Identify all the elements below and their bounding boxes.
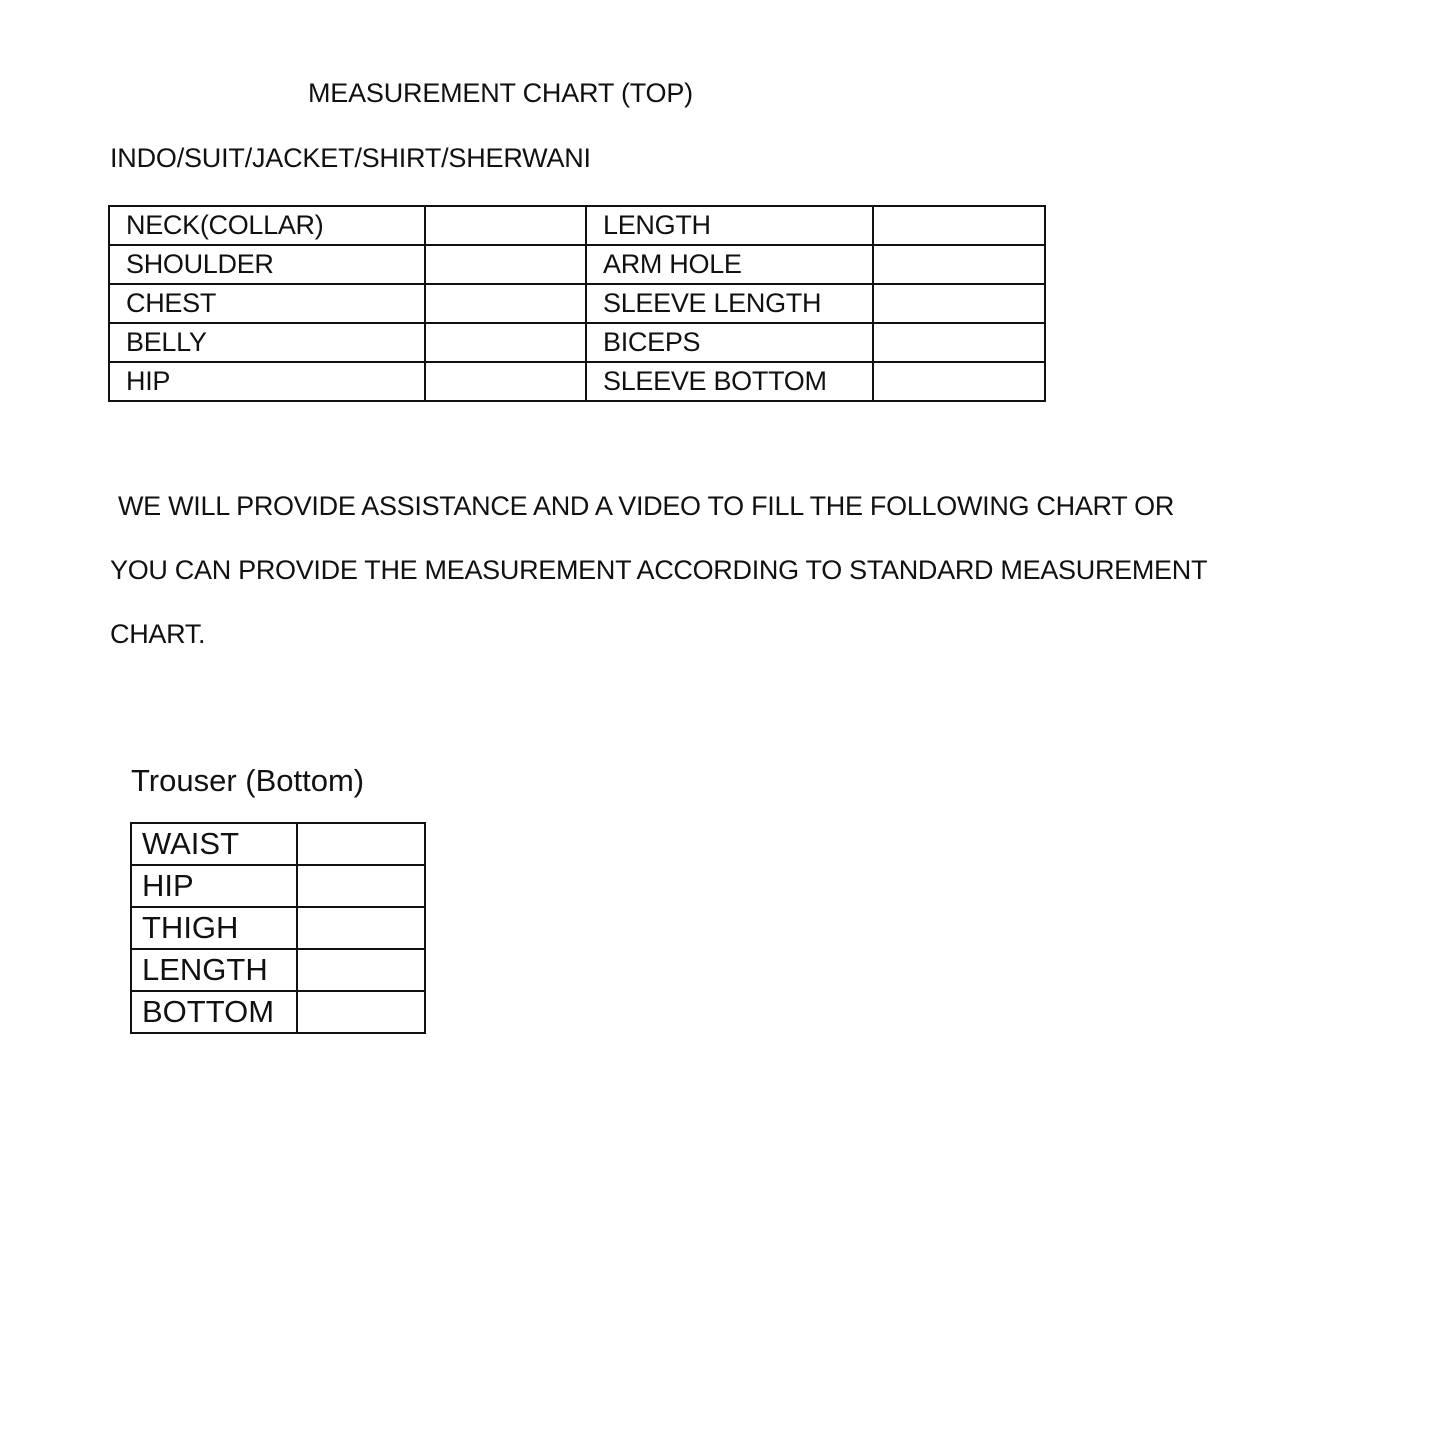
measurement-value-cell[interactable] [873,362,1045,401]
measurement-value-cell[interactable] [873,245,1045,284]
measurement-value-cell[interactable] [873,206,1045,245]
table-row [131,907,425,949]
page-title: MEASUREMENT CHART (TOP) [308,78,693,108]
measurement-label: CHEST [109,284,425,323]
garment-types: INDO/SUIT/JACKET/SHIRT/SHERWANI [110,143,591,173]
measurement-label: BICEPS [586,323,873,362]
measurement-value-cell[interactable] [425,206,586,245]
measurement-label: THIGH [131,907,297,949]
table-row [131,991,425,1033]
measurement-label: SLEEVE LENGTH [586,284,873,323]
table-row [109,245,1045,284]
table-row [109,284,1045,323]
measurement-label: BOTTOM [131,991,297,1033]
measurement-label: SLEEVE BOTTOM [586,362,873,401]
measurement-value-cell[interactable] [297,823,425,865]
measurement-label: LENGTH [586,206,873,245]
instructions-line: CHART. [110,619,206,649]
measurement-value-cell[interactable] [297,991,425,1033]
measurement-label: LENGTH [131,949,297,991]
measurement-label: SHOULDER [109,245,425,284]
measurement-value-cell[interactable] [297,907,425,949]
measurement-label: ARM HOLE [586,245,873,284]
measurement-label: WAIST [131,823,297,865]
measurement-label: HIP [131,865,297,907]
table-row [109,362,1045,401]
measurement-label: BELLY [109,323,425,362]
instructions-paragraph [110,474,1310,666]
trouser-section-title: Trouser (Bottom) [131,763,365,798]
instructions-line: WE WILL PROVIDE ASSISTANCE AND A VIDEO TO FILL THE FOLLOWING CHART OR [118,491,1175,521]
table-row [109,206,1045,245]
table-row [131,823,425,865]
measurement-value-cell[interactable] [873,284,1045,323]
trouser-measurement-table [130,822,426,1034]
table-row [109,323,1045,362]
table-row [131,949,425,991]
measurement-value-cell[interactable] [297,949,425,991]
measurement-value-cell[interactable] [873,323,1045,362]
measurement-value-cell[interactable] [297,865,425,907]
measurement-value-cell[interactable] [425,245,586,284]
instructions-line: YOU CAN PROVIDE THE MEASUREMENT ACCORDING TO STANDARD MEASUREMENT [110,555,1208,585]
top-measurement-table [108,205,1046,402]
measurement-value-cell[interactable] [425,323,586,362]
measurement-value-cell[interactable] [425,284,586,323]
table-row [131,865,425,907]
measurement-label: HIP [109,362,425,401]
measurement-value-cell[interactable] [425,362,586,401]
measurement-label: NECK(COLLAR) [109,206,425,245]
